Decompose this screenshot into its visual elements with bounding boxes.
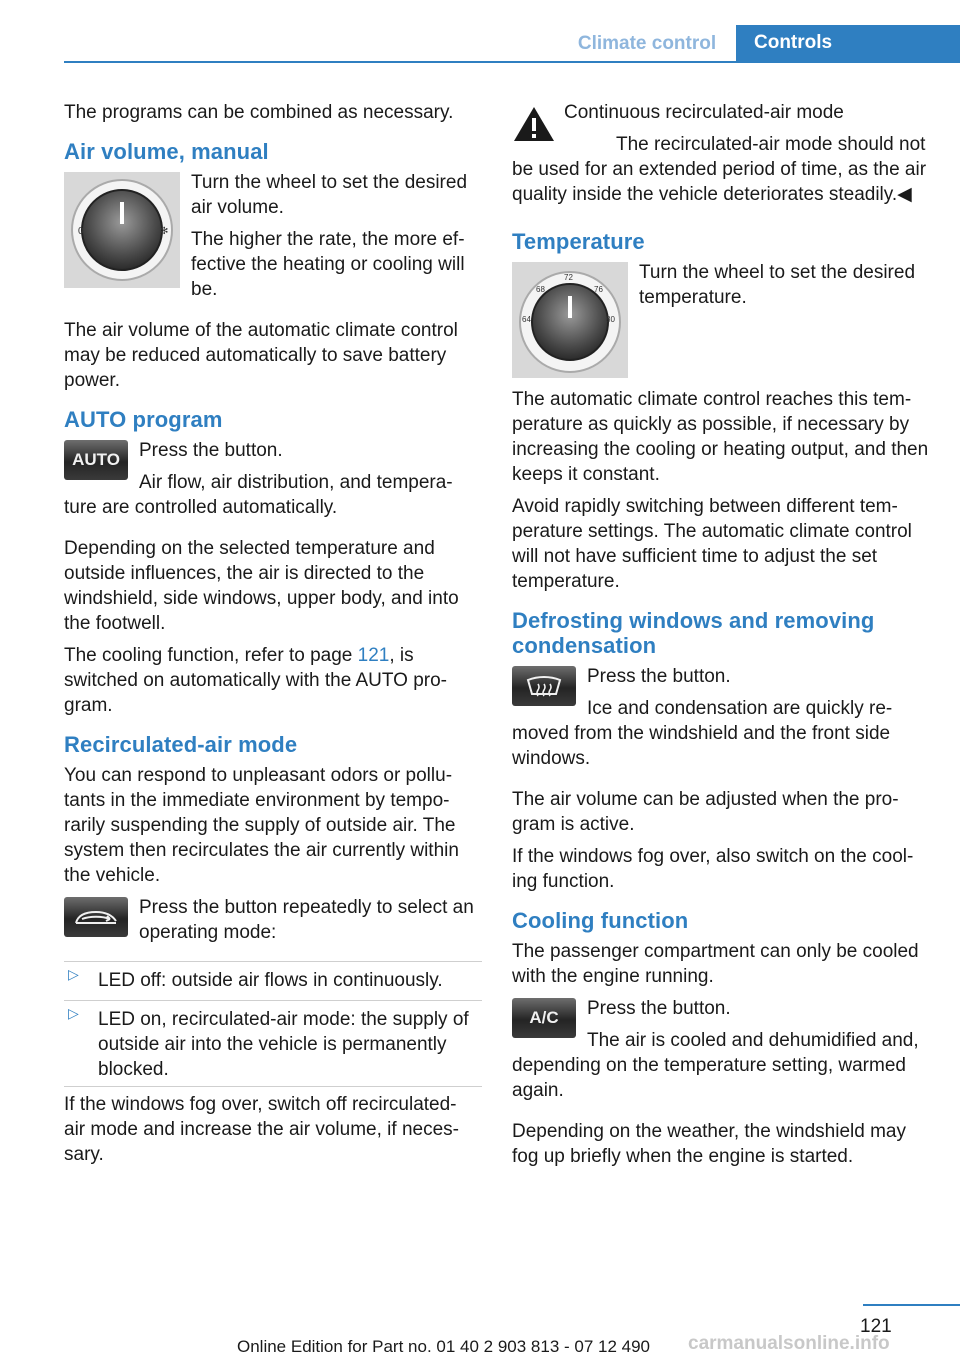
defrost-text-3: The air volume can be adjusted when the pro‐ gram is active. — [512, 789, 899, 835]
svg-text:✻: ✻ — [160, 226, 169, 237]
defrost-text-4: If the windows fog over, also switch on the cool‐ ing function. — [512, 846, 914, 892]
svg-text:80: 80 — [606, 315, 615, 324]
intro-text: The programs can be combined as necessary. — [64, 102, 454, 123]
page-reference-link[interactable]: 121 — [357, 645, 390, 666]
svg-text:64: 64 — [522, 315, 531, 324]
air-volume-heading: Air volume, manual — [64, 139, 269, 164]
windshield-defrost-icon — [512, 666, 576, 706]
auto-program-heading: AUTO program — [64, 407, 223, 432]
header-chapter-tab[interactable]: Controls — [736, 25, 960, 61]
right-column — [512, 100, 930, 1176]
temperature-text-1: Turn the wheel to set the desired temperature. — [639, 262, 916, 308]
cooling-text-4: Depending on the weather, the windshield may fog up briefly when the engine is started. — [512, 1121, 906, 1167]
auto-button-image: AUTO — [64, 440, 128, 480]
warning-title: Continuous recirculated-air mode — [564, 102, 844, 123]
ac-button-image: A/C — [512, 998, 576, 1038]
recirc-text-3: If the windows fog over, switch off recirculated- air mode and increase the air volume, if neces‐ sary. — [64, 1086, 482, 1167]
defrost-button-image — [512, 666, 576, 706]
defrost-text-2: Ice and condensation are quickly re‐ moved from the windshield and the front side windows. — [512, 698, 893, 769]
air-volume-min-label: 0 — [78, 226, 84, 237]
svg-text:68: 68 — [536, 285, 545, 294]
auto-text-4: The cooling function, refer to page 121, is switched on automatically with the AUTO pro‐ gram. — [64, 645, 447, 716]
header-rule — [64, 61, 960, 63]
recirc-mode-list — [64, 961, 482, 1082]
footer-rule — [863, 1304, 960, 1306]
warning-text: The recirculated-air mode should not be used for an extended period of time, as the air quality inside the vehicle deteriorates steadily.◀ — [512, 134, 927, 205]
defrost-text-1: Press the button. — [587, 666, 731, 687]
temperature-text-2: The automatic climate control reaches this tem‐ perature as quickly as possible, if necessary by increasing the cooling or heating output, and then keeps it constant. — [512, 389, 929, 485]
air-volume-text-3: The air volume of the automatic climate control may be reduced automatically to save battery power. — [64, 320, 458, 391]
recirculation-button-image — [64, 897, 128, 937]
auto-text-2: Air flow, air distribution, and tempera‐ ture are controlled automatically. — [64, 472, 453, 518]
air-volume-wheel-image — [64, 172, 180, 288]
warning-triangle-icon — [512, 104, 556, 144]
defrost-heading: Defrosting windows and removing condensation — [512, 608, 875, 658]
cooling-text-1: The passenger compartment can only be cooled with the engine running. — [512, 941, 919, 987]
temperature-text-3: Avoid rapidly switching between different tem‐ perature settings. The automatic climate control will not have sufficient time to adjust the set temperature. — [512, 496, 912, 592]
list-item: ▷ LED off: outside air flows in continuously. — [64, 961, 482, 993]
cooling-text-3: The air is cooled and dehumidified and, depending on the temperature setting, warmed again. — [512, 1030, 919, 1101]
air-volume-text-1: Turn the wheel to set the desired air volume. — [191, 172, 468, 218]
svg-text:76: 76 — [594, 285, 603, 294]
triangle-bullet-icon: ▷ — [68, 966, 79, 982]
edition-text: Online Edition for Part no. 01 40 2 903 813 - 07 12 490 — [237, 1337, 651, 1356]
auto-text-3: Depending on the selected temperature and outside influences, the air is directed to the windshield, side windows, upper body, and into the footwell. — [64, 538, 459, 634]
auto-text-1: Press the button. — [139, 440, 283, 461]
triangle-bullet-icon: ▷ — [68, 1005, 79, 1021]
warning-box — [512, 100, 930, 207]
air-volume-text-2: The higher the rate, the more ef‐ fective the heating or cooling will be. — [191, 229, 465, 300]
recirc-text-2: Press the button repeatedly to select an operating mode: — [139, 897, 474, 943]
cooling-text-2: Press the button. — [587, 998, 731, 1019]
recirculated-air-heading: Recirculated-air mode — [64, 732, 298, 757]
temperature-heading: Temperature — [512, 229, 645, 254]
svg-text:72: 72 — [564, 273, 573, 282]
recirc-text-1: You can respond to unpleasant odors or pollu‐ tants in the immediate environment by tempo‐ rarily suspending the supply of outside air. The system then recirculates the air currently within the vehicle. — [64, 765, 459, 886]
left-column — [64, 100, 482, 1174]
header-section-title: Climate control — [577, 33, 717, 54]
list-item: ▷ LED on, recirculated-air mode: the supply of outside air into the vehicle is permanently blocked. — [64, 1000, 482, 1082]
watermark-text: carmanualsonline.info — [688, 1333, 890, 1354]
page-number: 121 — [860, 1316, 892, 1337]
temperature-wheel-image — [512, 262, 628, 378]
cooling-heading: Cooling function — [512, 908, 689, 933]
